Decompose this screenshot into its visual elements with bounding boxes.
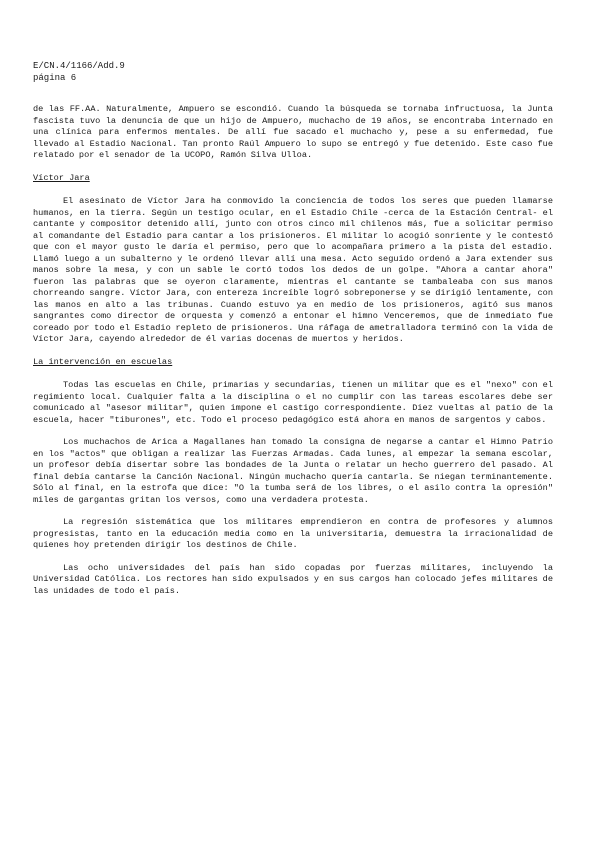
- document-reference: E/CN.4/1166/Add.9: [33, 61, 125, 71]
- page-number: página 6: [33, 73, 77, 83]
- heading-victor-jara: Víctor Jara: [33, 172, 90, 183]
- heading-schools: La intervención en escuelas: [33, 356, 173, 367]
- paragraph-schools-military: Todas las escuelas en Chile, primarias y secundarias, tienen un militar que es el "nexo" con el regimiento local. Cualquier falta a la disciplina o el no cumplir con las tareas escolares debe ser comunicado al "asesor militar", quien impone el castigo correspondiente. Diez vueltas al patio de la escuela, hacer "tiburones", etc. Todo el proceso pedagógico está ahora en manos de sargentos y cabos.: [33, 380, 553, 425]
- paragraph-repression: La regresión sistemática que los militares emprendieron en contra de profesores y alumnos progresistas, tanto en la educación media como en la universitaria, demuestra la irracionalidad de quienes hoy pretenden dirigir los destinos de Chile.: [33, 517, 553, 550]
- document-body: [33, 104, 553, 608]
- paragraph-ampuero: de las FF.AA. Naturalmente, Ampuero se escondió. Cuando la búsqueda se tornaba infructuosa, la Junta fascista tuvo la denuncia de que un hijo de Ampuero, muchacho de 19 años, se encontraba internado en una clínica para enfermos mentales. De allí fue sacado el muchacho y, pese a su enfermedad, fue llevado al Estadio Nacional. Tan pronto Raúl Ampuero lo supo se entregó y fue detenido. Este caso fue relatado por el senador de la UCOPO, Ramón Silva Ulloa.: [33, 104, 553, 160]
- paragraph-universities: Las ocho universidades del país han sido copadas por fuerzas militares, incluyendo la Universidad Católica. Los rectores han sido expulsados y en sus cargos han colocado jefes militares de las unidades de todo el país.: [33, 562, 553, 596]
- paragraph-victor-jara: El asesinato de Víctor Jara ha conmovido la conciencia de todos los seres que pueden llamarse humanos, en la tierra. Según un testigo ocular, en el Estadio Chile -cerca de la Estación Central- el cantante y compositor detenido allí, junto con otros cinco mil chilenos más, fue a solicitar permiso al comandante del Estadio para cantar a los prisioneros. El militar lo acogió sonriente y le contestó que con el mayor gusto le daría el permiso, pero que lo acompañara primero a la pista del estadio. Llamó luego a un subalterno y le ordenó llevar allí una mesa. Acto seguido ordenó a Jara extender sus manos sobre la mesa, y con un sable le cortó todos los dedos de un golpe. "Ahora a cantar ahora" fueron las palabras que se oyeron claramente, mientras el cantante se tambaleaba con sus manos chorreando sangre. Víctor Jara, con entereza increíble logró sobreponerse y se dirigió lentamente, con las manos en alto a las tribunas. Cuando estuvo ya en medio de los prisioneros, agitó sus manos sangrantes como director de orquesta y comenzó a entonar el himno Venceremos, que de inmediato fue coreado por todo el Estadio repleto de prisioneros. Una ráfaga de ametralladora terminó con la vida de Víctor Jara, cayendo alrededor de él varias docenas de muertos y heridos.: [33, 196, 553, 344]
- paragraph-national-anthem: Los muchachos de Arica a Magallanes han tomado la consigna de negarse a cantar el Himno Patrio en los "actos" que obligan a realizar las Fuerzas Armadas. Cada lunes, al empezar la semana escolar, un profesor debía disertar sobre las bondades de la Junta o relatar un hecho guerrero del pasado. Al final debía cantarse la Canción Nacional. Ningún muchacho quería cantarla. Se niegan terminantemente. Sólo al final, en la estrofa que dice: "O la tumba será de los libres, o el asilo contra la opresión" miles de gargantas gritan los versos, como una verdadera protesta.: [33, 437, 553, 505]
